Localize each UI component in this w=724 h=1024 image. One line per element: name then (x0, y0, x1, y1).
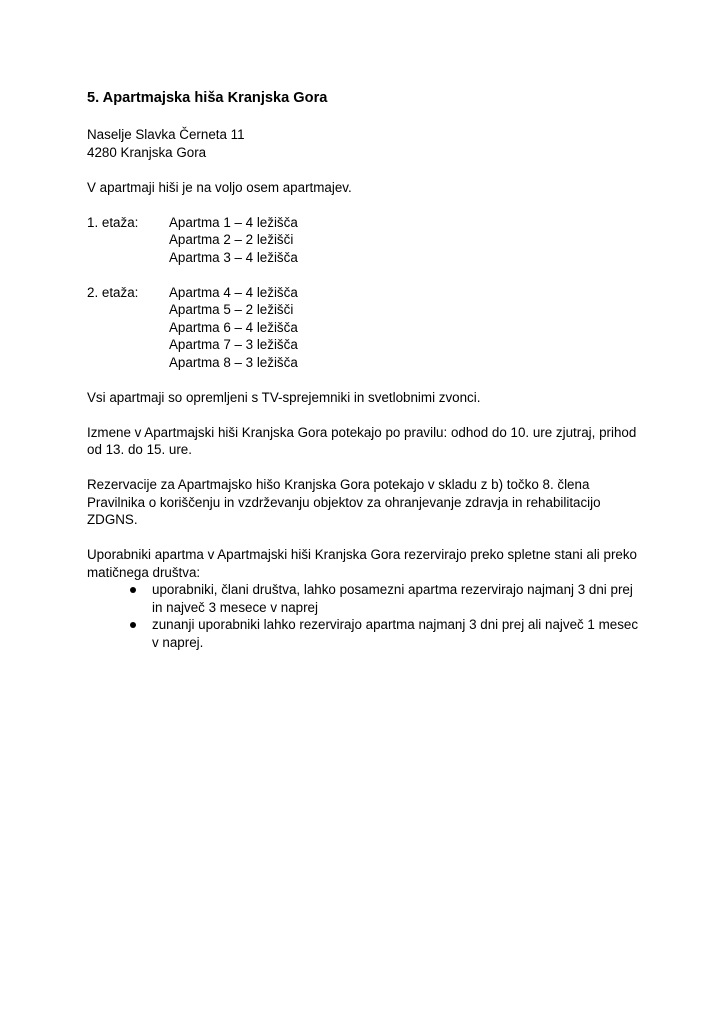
reservation-rules-line: Rezervacije za Apartmajsko hišo Kranjska Gora potekajo v skladu z b) točko 8. člena (87, 477, 590, 492)
changeover-line: Izmene v Apartmajski hiši Kranjska Gora potekajo po pravilu: odhod do 10. ure zjutraj, prihod (87, 424, 637, 440)
apartment-item: Apartma 7 – 3 ležišča (169, 337, 298, 352)
bullet-line: v naprej. (152, 634, 204, 650)
changeover-paragraph (87, 424, 657, 459)
reservation-rules-paragraph (87, 476, 657, 529)
apartment-item: Apartma 6 – 4 ležišča (169, 319, 298, 335)
apartment-item: Apartma 8 – 3 ležišča (169, 354, 298, 370)
apartment-item: Apartma 5 – 2 ležišči (169, 302, 294, 317)
bullet-line: uporabniki, člani društva, lahko posamezni apartma rezervirajo najmanj 3 dni prej (152, 582, 633, 597)
users-intro-line: Uporabniki apartma v Apartmajski hiši Kranjska Gora rezervirajo preko spletne stani ali preko (87, 547, 638, 562)
bullet-item (87, 616, 657, 651)
floor-2 (87, 284, 657, 372)
apartment-item: Apartma 2 – 2 ležišči (169, 232, 294, 247)
apartment-item: Apartma 3 – 4 ležišča (169, 249, 298, 265)
address-block (87, 126, 657, 161)
document-body (87, 88, 657, 651)
changeover-line: od 13. do 15. ure. (87, 442, 192, 457)
apartment-item: Apartma 1 – 4 ležišča (169, 214, 298, 230)
address-city: 4280 Kranjska Gora (87, 144, 207, 160)
users-section (87, 546, 657, 651)
bullet-list (87, 581, 657, 651)
floor-1 (87, 214, 657, 267)
apartment-list (169, 284, 657, 372)
bullet-icon (130, 587, 136, 593)
apartment-item: Apartma 4 – 4 ležišča (169, 284, 298, 300)
floor-label: 2. etaža: (87, 284, 139, 300)
apartment-list (169, 214, 657, 267)
address-street: Naselje Slavka Černeta 11 (87, 127, 245, 142)
equipment-paragraph: Vsi apartmaji so opremljeni s TV-sprejemniki in svetlobnimi zvonci. (87, 389, 481, 405)
reservation-rules-line: Pravilnika o koriščenju in vzdrževanju objektov za ohranjevanje zdravja in rehabilitacijo (87, 494, 601, 510)
bullet-line: zunanji uporabniki lahko rezervirajo apartma najmanj 3 dni prej ali največ 1 mesec (152, 617, 639, 632)
users-intro-line: matičnega društva: (87, 564, 201, 580)
intro-paragraph: V apartmaji hiši je na voljo osem apartmajev. (87, 179, 352, 195)
bullet-icon (130, 622, 136, 628)
section-title: 5. Apartmajska hiša Kranjska Gora (87, 90, 328, 106)
floor-label: 1. etaža: (87, 214, 139, 230)
reservation-rules-line: ZDGNS. (87, 512, 138, 527)
bullet-line: in največ 3 mesece v naprej (152, 599, 318, 615)
bullet-item (87, 581, 657, 616)
